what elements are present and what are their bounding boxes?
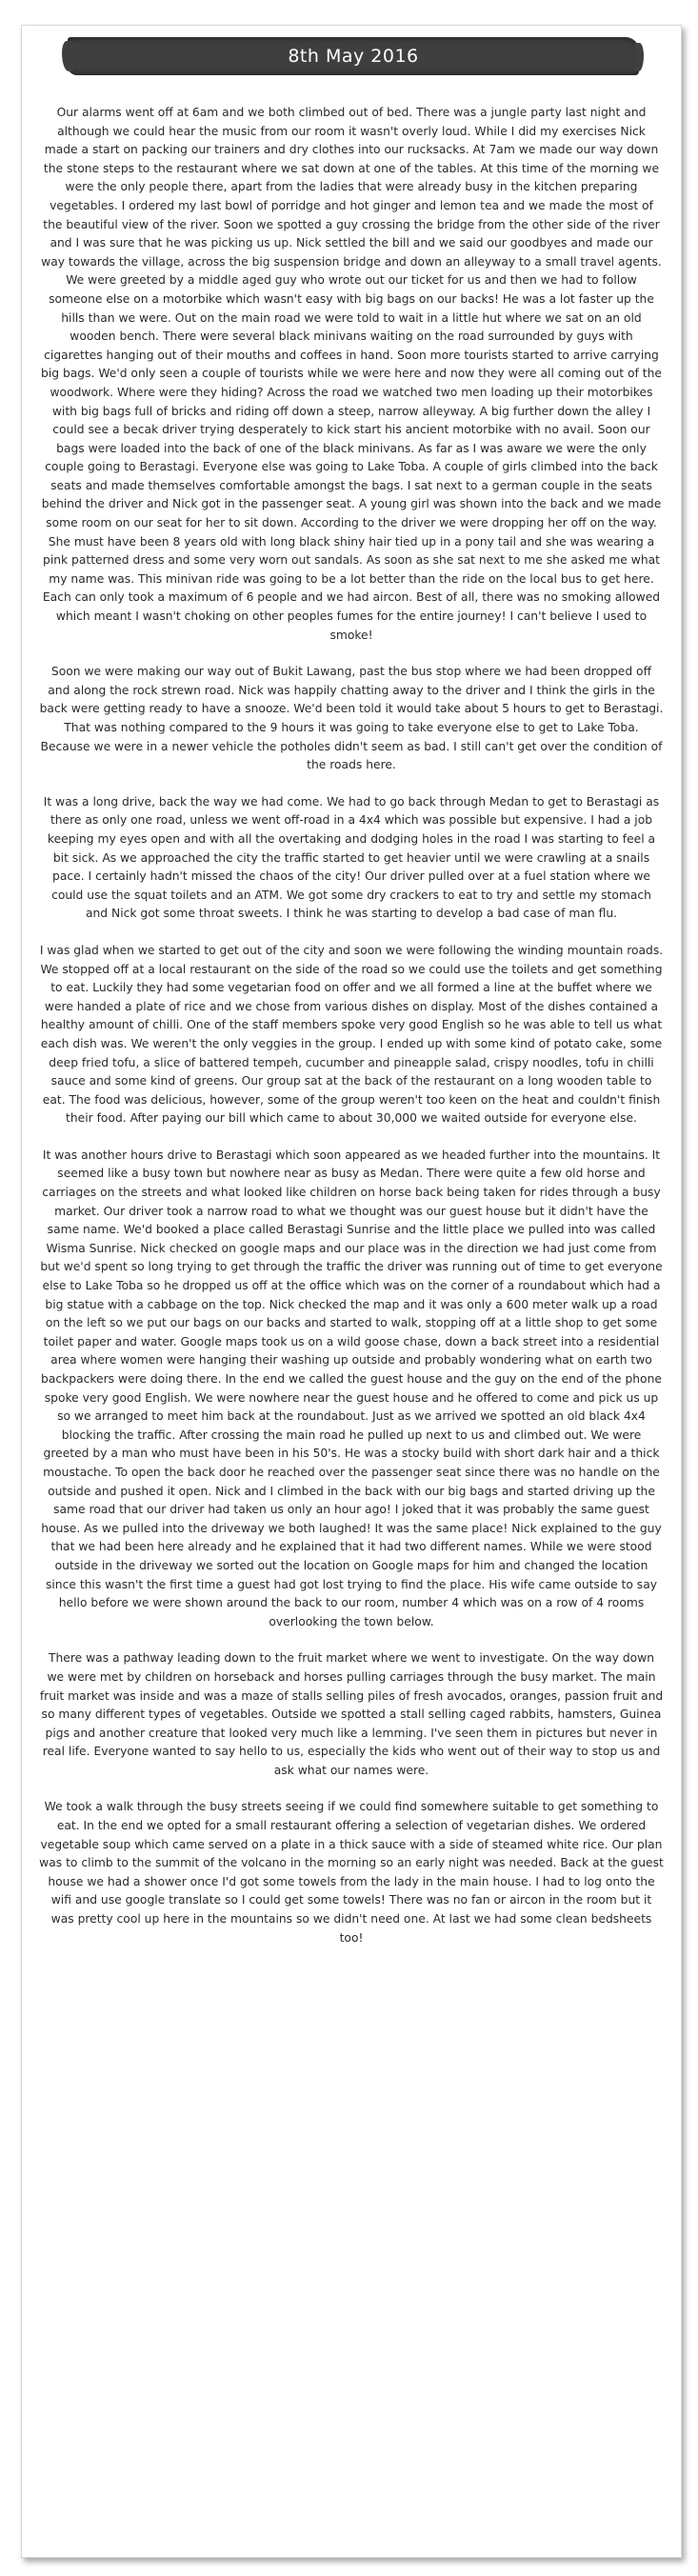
journal-body bbox=[39, 104, 664, 1966]
paragraph-7: We took a walk through the busy streets seeing if we could find somewhere suitable to get something to eat. In the end we opted for a small restaurant offering a selection of vegetarian dishes. We ordered vegetable soup which came served on a plate in a thick sauce with a side of steamed white rice. Our plan was to climb to the summit of the volcano in the morning so an early night was needed. Back at the guest house we had a shower once I'd got some towels from the lady in the main house. I had to log onto the wifi and use google translate so I could get some towels! There was no fan or aircon in the room but it was pretty cool up here in the mountains so we didn't need one. At last we had some clean bedsheets too! bbox=[39, 1800, 664, 1945]
page-title: 8th May 2016 bbox=[288, 46, 419, 67]
paragraph-4: I was glad when we started to get out of the city and soon we were following the winding mountain roads. We stopped off at a local restaurant on the side of the road so we could use the toilets and get something to eat. Luckily they had some vegetarian food on offer and we all formed a line at the buffet where we were handed a plate of rice and we chose from various dishes on display. Most of the dishes contained a healthy amount of chilli. One of the staff members spoke very good English so he was able to tell us what each dish was. We weren't the only veggies in the group. I ended up with some kind of potato cake, some deep fried tofu, a slice of battered tempeh, cucumber and pineapple salad, crispy noodles, tofu in chilli sauce and some kind of greens. Our group sat at the back of the restaurant on a long wooden table to eat. The food was delicious, however, some of the group weren't too keen on the heat and couldn't finish their food. After paying our bill which came to about 30,000 we waited outside for everyone else. bbox=[39, 943, 664, 1126]
paragraph-1: Our alarms went off at 6am and we both climbed out of bed. There was a jungle party last night and although we could hear the music from our room it wasn't overly loud. While I did my exercises Nick made a start on packing our trainers and dry clothes into our rucksacks. At 7am we made our way down the stone steps to the restaurant where we sat down at one of the tables. At this time of the morning we were the only people there, apart from the ladies that were already busy in the kitchen preparing vegetables. I ordered my last bowl of porridge and hot ginger and lemon tea and we made the most of the beautiful view of the river. Soon we spotted a guy crossing the bridge from the other side of the river and I was sure that he was picking us up. Nick settled the bill and we said our goodbyes and made our way towards the village, across the big suspension bridge and down an alleyway to a small travel agents. We were greeted by a middle aged guy who wrote out our ticket for us and then we had to follow someone else on a motorbike which wasn't easy with big bags on our backs! He was a lot faster up the hills than we were. Out on the main road we were told to wait in a little hut where we sat on an old wooden bench. There were several black minivans waiting on the road surrounded by guys with cigarettes hanging out of their mouths and coffees in hand. Soon more tourists started to arrive carrying big bags. We'd only seen a couple of tourists while we were here and now they were all coming out of the woodwork. Where were they hiding? Across the road we watched two men loading up their motorbikes with big bags full of bricks and riding off down a steep, narrow alleyway. A big further down the alley I could see a becak driver trying desperately to kick start his ancient motorbike with no avail. Soon our bags were loaded into the back of one of the black minivans. As far as I was aware we were the only couple going to Berastagi. Everyone else was going to Lake Toba. A couple of girls climbed into the back seats and made themselves comfortable amongst the bags. I sat next to a german couple in the seats behind the driver and Nick got in the passenger seat. A young girl was shown into the back and we made some room on our seat for her to sit down. According to the driver we were dropping her off on the way. She must have been 8 years old with long black shiny hair tied up in a pony tail and she was wearing a pink patterned dress and some very worn out sandals. As soon as she sat next to me she asked me what my name was. This minivan ride was going to be a lot better than the ride on the local bus to get here. Each can only took a maximum of 6 people and we had aircon. Best of all, there was no smoking allowed which meant I wasn't choking on other peoples fumes for the entire journey! I can't believe I used to smoke! bbox=[41, 106, 662, 642]
paragraph-5: It was another hours drive to Berastagi which soon appeared as we headed further into the mountains. It seemed like a busy town but nowhere near as busy as Medan. There were quite a few old horse and carriages on the streets and what looked like children on horse back being taken for rides through a busy market. Our driver took a narrow road to what we thought was our guest house but it didn't have the same name. We'd booked a place called Berastagi Sunrise and the little place we pulled into was called Wisma Sunrise. Nick checked on google maps and our place was in the direction we had just come from but we'd spent so long trying to get through the traffic the driver was running out of time to get everyone else to Lake Toba so he dropped us off at the office which was on the corner of a roundabout which had a big statue with a cabbage on the top. Nick checked the map and it was only a 600 meter walk up a road on the left so we put our bags on our backs and started to walk, stopping off at a little shop to get some toilet paper and water. Google maps took us on a wild goose chase, down a back street into a residential area where women were hanging their washing up outside and probably wondering what on earth two backpackers were doing there. In the end we called the guest house and the guy on the end of the phone spoke very good English. We were nowhere near the guest house and he offered to come and pick us up so we arranged to meet him back at the roundabout. Just as we arrived we spotted an old black 4x4 blocking the traffic. After crossing the main road he pulled up next to us and climbed out. We were greeted by a man who must have been in his 50's. He was a stocky build with short dark hair and a thick moustache. To open the back door he reached over the passenger seat since there was no handle on the outside and pushed it open. Nick and I climbed in the back with our big bags and started driving up the same road that our driver had taken us only an hour ago! I joked that it was probably the same guest house. As we pulled into the driveway we both laughed! It was the same place! Nick explained to the guy that we had been here already and he explained that it had two different names. While we were stood outside in the driveway we sorted out the location on Google maps for him and changed the location since this wasn't the first time a guest had got lost trying to find the place. His wife came outside to say hello before we were shown around the back to our room, number 4 which was on a row of 4 rooms overlooking the town below. bbox=[40, 1148, 663, 1628]
journal-page bbox=[21, 25, 682, 2558]
paragraph-3: It was a long drive, back the way we had come. We had to go back through Medan to get to Berastagi as there as only one road, unless we went off-road in a 4x4 which was possible but expensive. I had a job keeping my eyes open and with all the overtaking and dodging holes in the road I was starting to feel a bit sick. As we approached the city the traffic started to get heavier until we were crawling at a snails pace. I certainly hadn't missed the chaos of the city! Our driver pulled over at a fuel station where we could use the squat toilets and an ATM. We got some dry crackers to eat to try and settle my stomach and Nick got some throat sweets. I think he was starting to develop a bad case of man flu. bbox=[43, 794, 660, 921]
date-banner bbox=[68, 37, 639, 75]
paragraph-6: There was a pathway leading down to the fruit market where we went to investigate. On the way down we were met by children on horseback and horses pulling carriages through the busy market. The main fruit market was inside and was a maze of stalls selling piles of fresh avocados, oranges, passion fruit and so many different types of vegetables. Outside we spotted a stall selling caged rabbits, hamsters, Guinea pigs and another creature that looked very much like a lemming. I've seen them in pictures but never in real life. Everyone wanted to say hello to us, especially the kids who went out of their way to stop us and ask what our names were. bbox=[39, 1651, 664, 1777]
paragraph-2: Soon we were making our way out of Bukit Lawang, past the bus stop where we had been dropped off and along the rock strewn road. Nick was happily chatting away to the driver and I think the girls in the back were getting ready to have a snooze. We'd been told it would take about 5 hours to get to Berastagi. That was nothing compared to the 9 hours it was going to take everyone else to get to Lake Toba. Because we were in a newer vehicle the potholes didn't seem as bad. I still can't get over the condition of the roads here. bbox=[39, 665, 664, 772]
